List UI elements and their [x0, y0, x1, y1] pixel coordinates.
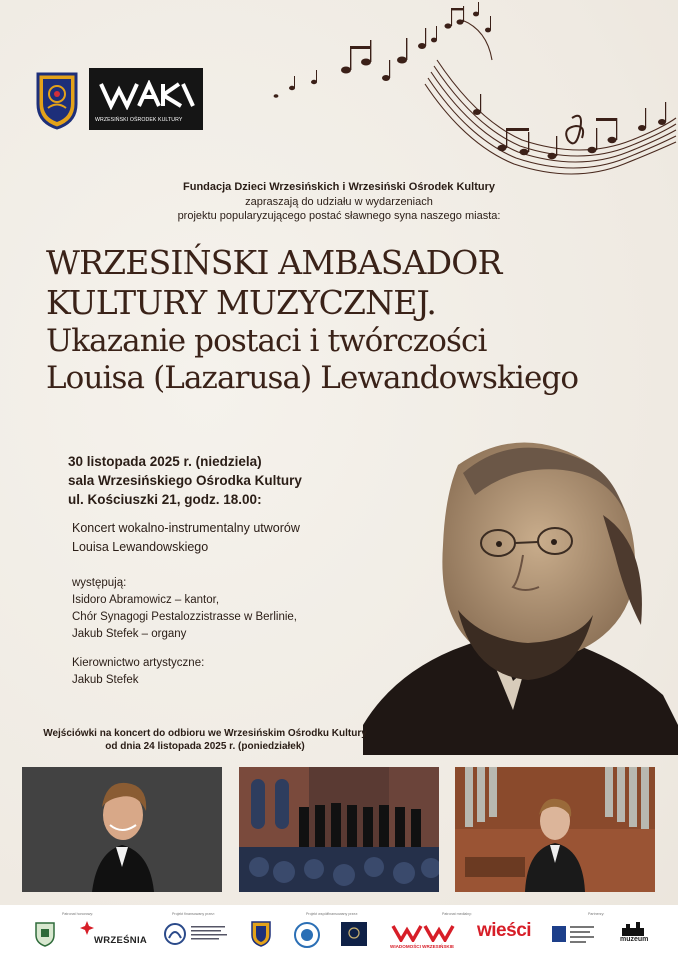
- patronat-label: Patronat honorowy:: [62, 912, 94, 916]
- page-title: [46, 243, 578, 397]
- artistic-heading: Kierownictwo artystyczne:: [72, 657, 205, 669]
- wiadomosci-text: WIADOMOŚCI WRZESIŃSKIE: [390, 944, 455, 949]
- wok-letters-icon: [97, 80, 195, 110]
- event-venue: sala Wrzesińskiego Ośrodka Kultury: [68, 473, 302, 488]
- wok-caption: WRZESIŃSKI OŚRODEK KULTURY: [95, 117, 183, 123]
- performer-item: Jakub Stefek – organy: [72, 628, 187, 640]
- muzeum-building-icon: [622, 922, 644, 936]
- title-line-1: WRZESIŃSKI AMBASADOR: [46, 243, 502, 282]
- event-info: [68, 452, 302, 509]
- fundacja-crest-logo: [34, 68, 80, 130]
- tickets-info: [0, 727, 410, 753]
- finansowany-label: Projekt finansowany przez:: [172, 912, 215, 916]
- choir-photo: [239, 767, 439, 892]
- performer-item: Chór Synagogi Pestalozzistrasse w Berlinie,: [72, 611, 297, 623]
- performer-item: Isidoro Abramowicz – kantor,: [72, 594, 220, 606]
- fundacja-text-lines-icon: [191, 925, 229, 943]
- intro-line-2: projektu popularyzującego postać sławnego syna naszego miasta:: [177, 210, 501, 222]
- performers-heading: występują:: [72, 577, 127, 589]
- title-line-3: Ukazanie postaci i twórczości: [46, 323, 487, 359]
- concert-line-2: Louisa Lewandowskiego: [72, 540, 209, 554]
- artistic-direction: [72, 655, 204, 689]
- medialny-label: Patronat medialny:: [442, 912, 472, 916]
- dark-square-logo-icon: [341, 922, 367, 946]
- wiesci-logo-text: wieści: [477, 920, 532, 941]
- wrzesnia-crest-icon: [34, 921, 56, 947]
- wrzesnia-logo-text: WRZEŚNIA: [94, 935, 148, 946]
- title-line-2: KULTURY MUZYCZNEJ.: [46, 283, 437, 322]
- tickets-line-2: od dnia 24 listopada 2025 r. (poniedziałek): [105, 741, 305, 752]
- organist-photo: [455, 767, 655, 892]
- tickets-line-1: Wejściówki na koncert do odbioru we Wrzesińskim Ośrodku Kultury: [43, 728, 367, 739]
- intro-line-1: zapraszają do udziału w wydarzeniach: [245, 196, 433, 208]
- fundacja-small-crest-icon: [251, 921, 271, 947]
- wrzesnia-star-icon: [80, 921, 94, 935]
- event-address: ul. Kościuszki 21, godz. 18.00:: [68, 492, 262, 507]
- artistic-name: Jakub Stefek: [72, 674, 139, 686]
- fundacja-wspolpracy-icon: [163, 922, 187, 946]
- organizers-text: Fundacja Dzieci Wrzesińskich i Wrzesiński Ośrodek Kultury: [183, 181, 495, 193]
- event-date: 30 listopada 2025 r. (niedziela): [68, 454, 262, 469]
- title-line-4: Louisa (Lazarusa) Lewandowskiego: [46, 360, 579, 396]
- performers-list: [72, 575, 297, 643]
- partnerzy-label: Partnerzy:: [588, 912, 605, 916]
- muzeum-logo-text: muzeum: [620, 936, 649, 943]
- cantor-photo: [22, 767, 222, 892]
- partner-logo-icon: [552, 922, 596, 946]
- intro-block: [0, 180, 678, 223]
- music-notes-icon: [262, 0, 678, 190]
- wspolfinansowany-label: Projekt współfinansowany przez:: [306, 912, 359, 916]
- lewandowski-portrait: [363, 425, 678, 755]
- round-seal-icon: [294, 922, 320, 948]
- concert-description: [72, 519, 300, 557]
- wok-logo: [89, 68, 203, 130]
- concert-line-1: Koncert wokalno-instrumentalny utworów: [72, 521, 300, 535]
- wiadomosci-wrzesinskie-icon: [391, 924, 461, 942]
